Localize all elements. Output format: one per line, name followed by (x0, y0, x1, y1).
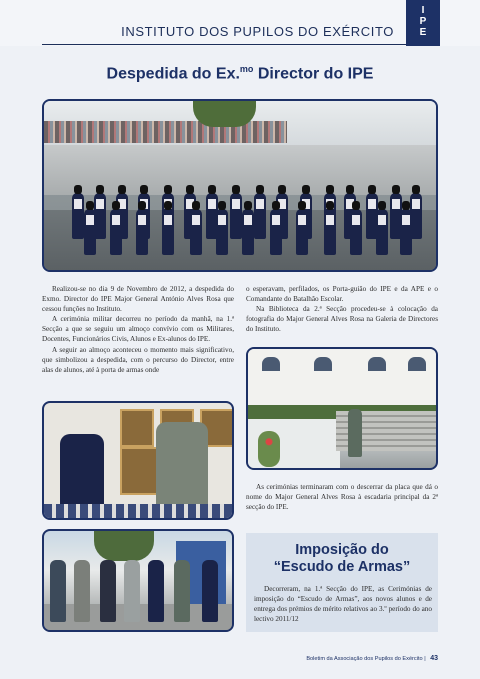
article-title (0, 64, 480, 83)
person-figure (74, 560, 90, 622)
soldier-figure (136, 209, 148, 255)
page-footer (306, 655, 438, 662)
badge-letter-i: I (421, 5, 425, 16)
soldier-figure (242, 209, 254, 255)
soldier-figure (350, 209, 362, 255)
portrait-frame (120, 409, 154, 447)
spectators (44, 121, 287, 143)
trees (193, 101, 256, 127)
box-title-line: Imposição do (295, 542, 389, 558)
person-figure (124, 560, 140, 622)
article-title-sup: mo (239, 64, 254, 74)
window (368, 357, 386, 371)
paragraph: Realizou-se no dia 9 de Novembro de 2012, a despedida do Exmo. Director do IPE Major General António Alves Rosa que cessou funções no Instituto. (42, 285, 234, 314)
window (262, 357, 280, 371)
person-figure (148, 560, 164, 622)
article-body-right (246, 284, 438, 334)
paragraph: A seguir ao almoço aconteceu o momento mais significativo, que simbolizou a despedida, com o percurso do Director, entre alas de alunos, até à porta de armas onde (42, 345, 234, 374)
article-title-main: Despedida do Ex. (106, 65, 240, 83)
plaque-unveiling-photo (246, 347, 438, 470)
box-body (254, 584, 432, 624)
person-figure (174, 560, 190, 622)
paragraph: o esperavam, perfilados, os Porta-guião do IPE e da APE e o Comandante do Batalhão Escolar. (246, 285, 438, 304)
escudo-de-armas-box (246, 533, 438, 632)
parade-photo (42, 99, 438, 272)
person-figure (50, 560, 66, 622)
soldier-figure (400, 209, 412, 255)
article-title-rest: Director do IPE (253, 65, 374, 83)
soldier-figure (162, 209, 174, 255)
header-rule (42, 44, 406, 45)
box-title-line: “Escudo de Armas” (273, 559, 411, 575)
ceremony-group-photo (42, 529, 234, 632)
person-figure (202, 560, 218, 622)
footer-separator: | (424, 656, 428, 662)
soldier-figure (72, 193, 84, 239)
window (408, 357, 426, 371)
soldier-figure (216, 209, 228, 255)
director-portrait (120, 447, 158, 495)
box-title (246, 542, 438, 576)
soldier-figure (110, 209, 122, 255)
page-number: 43 (430, 655, 438, 662)
soldier-figure (270, 209, 282, 255)
article-body-left (42, 284, 234, 375)
caption-text: As cerimónias terminaram com o descerrar da placa que dá o nome do Major General Alves Rosa à escadaria principal da 2ª secção do IPE. (246, 483, 438, 512)
soldier-figure (254, 193, 266, 239)
ipe-badge (406, 0, 440, 46)
header-title: INSTITUTO DOS PUPILOS DO EXÉRCITO (121, 24, 394, 39)
soldier-figure (230, 193, 242, 239)
window (314, 357, 332, 371)
badge-letter-p: P (419, 16, 427, 27)
soldier-figure (376, 209, 388, 255)
photo-caption (246, 482, 438, 512)
soldier-figure (190, 209, 202, 255)
paragraph: Na Biblioteca da 2.ª Secção procedeu-se à colocação da fotografia do Major General Alves Rosa na Galeria de Directores do Instituto. (246, 305, 438, 334)
flower-arrangement (258, 431, 280, 467)
officer-figure (348, 409, 362, 457)
badge-letter-e: E (419, 27, 427, 38)
soldier-figure (324, 209, 336, 255)
box-paragraph: Decorreram, na 1.ª Secção do IPE, as Cerimónias de imposição do “Escudo de Armas”, aos novos alunos e de entrega dos prémios de mérito relativos ao 3.º período do ano lectivo 2011/12 (254, 585, 432, 623)
trees (94, 531, 154, 561)
paragraph: A cerimónia militar decorreu no período da manhã, na 1.ª Secção a que se seguiu um almoço convívio com os Militares, Docentes, Funcionários Civis, Alunos e Ex-alunos do IPE. (42, 315, 234, 344)
soldier-figure (296, 209, 308, 255)
portrait-photo (42, 401, 234, 520)
soldier-figure (84, 209, 96, 255)
tiled-floor (44, 504, 232, 518)
person-figure (100, 560, 116, 622)
publication-name: Boletim da Associação dos Pupilos do Exército (306, 656, 423, 662)
